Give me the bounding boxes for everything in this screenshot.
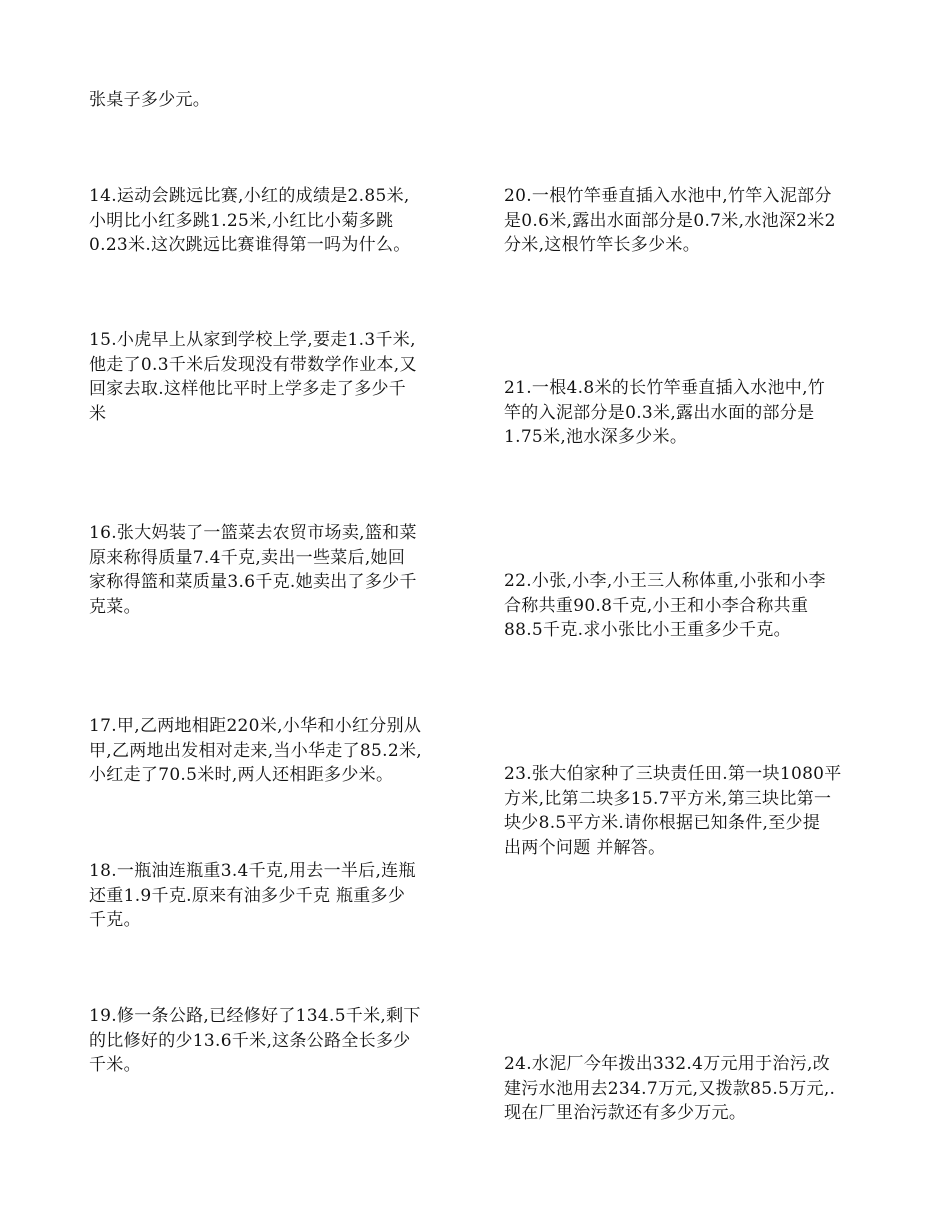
text-line: 竿的入泥部分是0.3米,露出水面的部分是 — [504, 402, 815, 423]
question-15 — [89, 328, 417, 426]
text-line: 1.75米,池水深多少米。 — [504, 427, 688, 447]
text-line: 还重1.9千克.原来有油多少千克 瓶重多少 — [89, 885, 406, 906]
text-line: 原来称得质量7.4千克,卖出一些菜后,她回 — [89, 547, 406, 568]
text-line: 千米。 — [89, 1055, 141, 1075]
text-line: 小红走了70.5米时,两人还相距多少米。 — [89, 765, 394, 785]
question-continuation — [89, 88, 210, 113]
question-24 — [504, 1052, 835, 1126]
text-line: 0.23米.这次跳远比赛谁得第一吗为什么。 — [89, 235, 411, 255]
question-23 — [504, 762, 842, 860]
text-line: 15.小虎早上从家到学校上学,要走1.3千米, — [89, 330, 416, 350]
question-16 — [89, 521, 417, 619]
text-line: 小明比小红多跳1.25米,小红比小菊多跳 — [89, 210, 394, 231]
text-line: 他走了0.3千米后发现没有带数学作业本,又 — [89, 354, 417, 375]
text-line: 家称得篮和菜质量3.6千克.她卖出了多少千 — [89, 572, 417, 592]
text-line: 24.水泥厂今年拨出332.4万元用于治污,改 — [504, 1054, 831, 1074]
text-line: 块少8.5平方米.请你根据已知条件,至少提 — [504, 813, 821, 833]
text-line: 的比修好的少13.6千米,这条公路全长多少 — [89, 1030, 411, 1051]
question-21 — [504, 376, 825, 450]
text-line: 16.张大妈装了一篮菜去农贸市场卖,篮和菜 — [89, 523, 417, 543]
question-18 — [89, 859, 416, 933]
text-line: 分米,这根竹竿长多少米。 — [504, 235, 701, 255]
text-line: 甲,乙两地出发相对走来,当小华走了85.2米, — [89, 740, 422, 761]
question-22 — [504, 569, 826, 643]
text-line: 22.小张,小李,小王三人称体重,小张和小李 — [504, 571, 826, 591]
text-line: 21.一根4.8米的长竹竿垂直插入水池中,竹 — [504, 378, 826, 398]
text-line: 18.一瓶油连瓶重3.4千克,用去一半后,连瓶 — [89, 861, 416, 881]
text-line: 张桌子多少元。 — [89, 90, 211, 110]
text-line: 88.5千克.求小张比小王重多少千克。 — [504, 620, 791, 640]
text-line: 出两个问题 并解答。 — [504, 837, 666, 858]
text-line: 14.运动会跳远比赛,小红的成绩是2.85米, — [89, 186, 410, 206]
question-14 — [89, 184, 411, 258]
text-line: 方米,比第二块多15.7平方米,第三块比第一 — [504, 788, 832, 809]
text-line: 回家去取.这样他比平时上学多走了多少千 — [89, 379, 407, 399]
text-line: 建污水池用去234.7万元,又拨款85.5万元,. — [504, 1078, 836, 1099]
question-19 — [89, 1004, 421, 1078]
text-line: 克菜。 — [89, 596, 141, 617]
text-line: 米 — [89, 403, 107, 424]
question-20 — [504, 184, 836, 258]
text-line: 现在厂里治污款还有多少万元。 — [504, 1103, 747, 1123]
question-17 — [89, 714, 422, 788]
text-line: 20.一根竹竿垂直插入水池中,竹竿入泥部分 — [504, 186, 832, 206]
text-line: 合称共重90.8千克,小王和小李合称共重 — [504, 595, 809, 616]
text-line: 千克。 — [89, 910, 141, 930]
text-line: 是0.6米,露出水面部分是0.7米,水池深2米2 — [504, 210, 836, 231]
text-line: 23.张大伯家种了三块责任田.第一块1080平 — [504, 764, 842, 784]
text-line: 17.甲,乙两地相距220米,小华和小红分别从 — [89, 716, 422, 736]
text-line: 19.修一条公路,已经修好了134.5千米,剩下 — [89, 1006, 421, 1026]
